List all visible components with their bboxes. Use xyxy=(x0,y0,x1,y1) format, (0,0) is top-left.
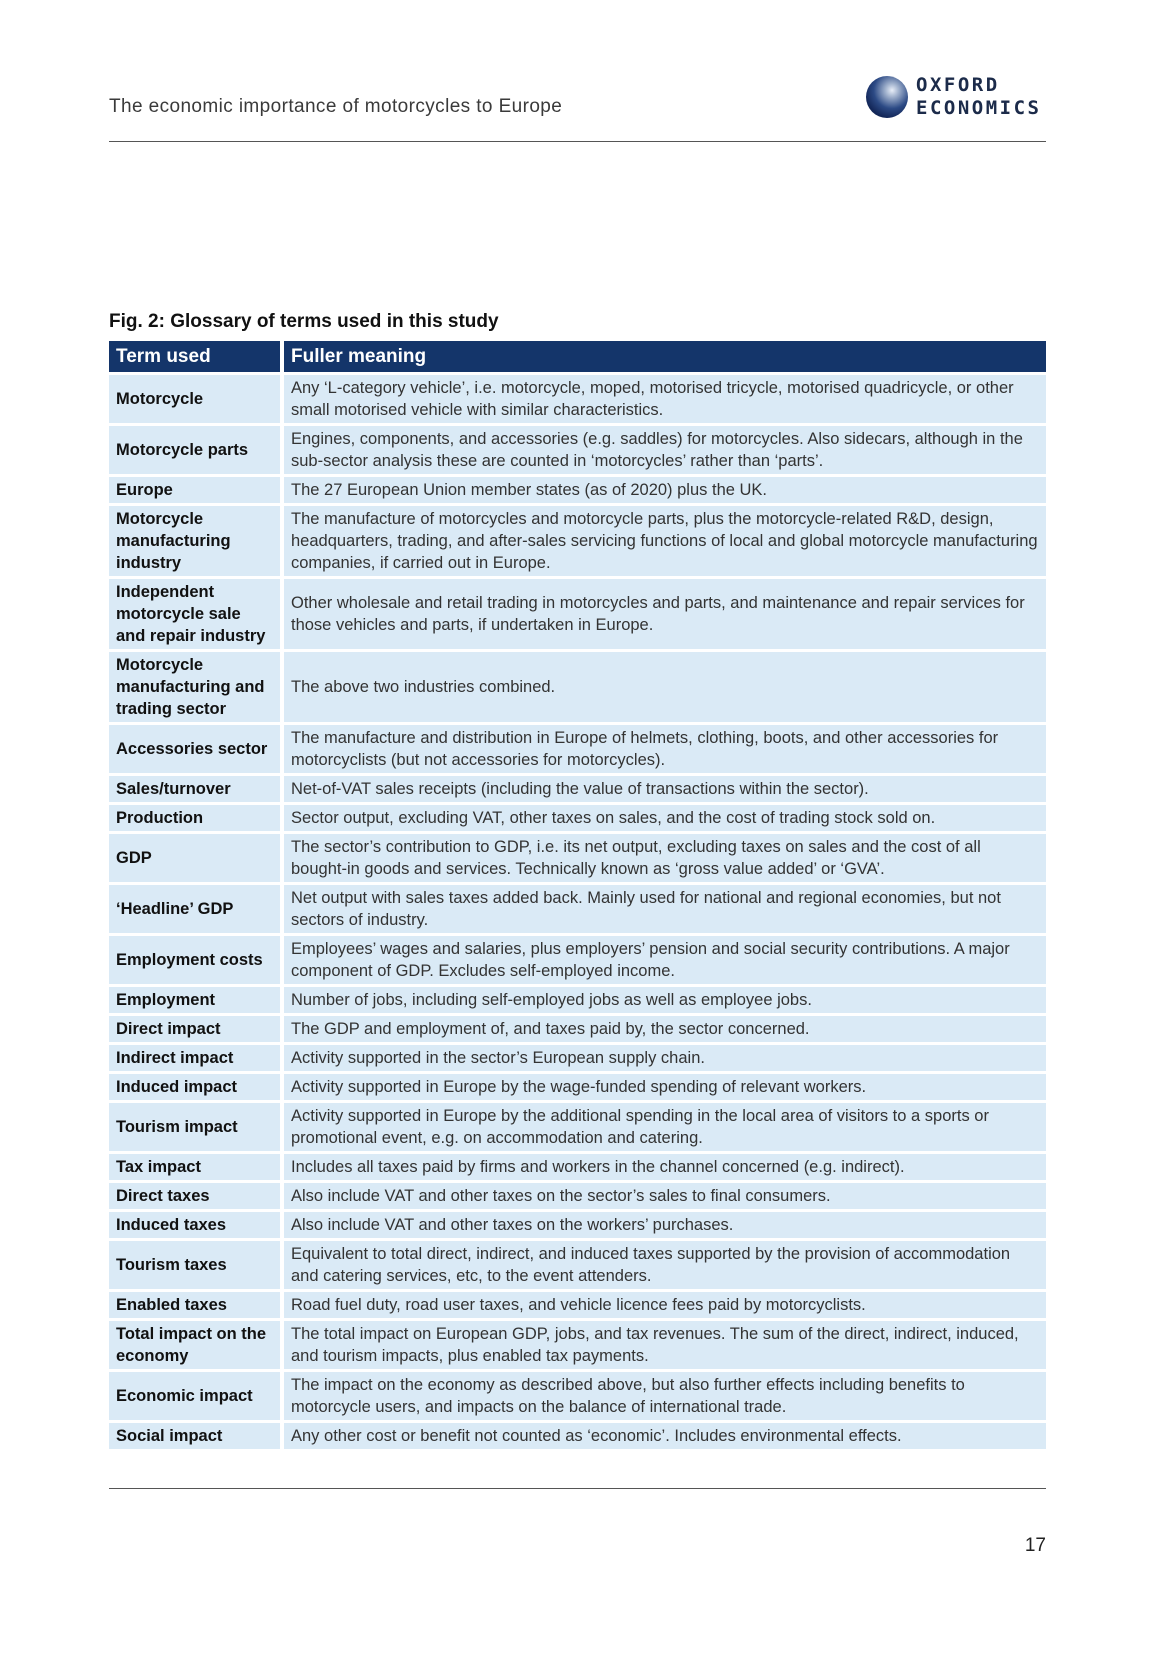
glossary-term: GDP xyxy=(109,834,284,882)
table-row xyxy=(109,805,1046,831)
glossary-term: Accessories sector xyxy=(109,725,284,773)
glossary-term: Motorcycle manufacturing and trading sector xyxy=(109,652,284,722)
globe-icon xyxy=(866,76,908,118)
logo-line-2: ECONOMICS xyxy=(916,97,1042,119)
glossary-term: Enabled taxes xyxy=(109,1292,284,1318)
glossary-meaning: Equivalent to total direct, indirect, and induced taxes supported by the provision of accommodation and catering services, etc, to the event attenders. xyxy=(284,1241,1046,1289)
footer-divider xyxy=(109,1488,1046,1489)
table-row xyxy=(109,1016,1046,1042)
glossary-term: Tourism impact xyxy=(109,1103,284,1151)
glossary-meaning: Also include VAT and other taxes on the sector’s sales to final consumers. xyxy=(284,1183,1046,1209)
glossary-meaning: Activity supported in the sector’s European supply chain. xyxy=(284,1045,1046,1071)
glossary-term: Direct taxes xyxy=(109,1183,284,1209)
glossary-term: Tourism taxes xyxy=(109,1241,284,1289)
glossary-term: Independent motorcycle sale and repair industry xyxy=(109,579,284,649)
glossary-meaning: Any other cost or benefit not counted as ‘economic’. Includes environmental effects. xyxy=(284,1423,1046,1449)
glossary-term: Employment costs xyxy=(109,936,284,984)
glossary-term: Sales/turnover xyxy=(109,776,284,802)
glossary-term: ‘Headline’ GDP xyxy=(109,885,284,933)
glossary-meaning: Number of jobs, including self-employed jobs as well as employee jobs. xyxy=(284,987,1046,1013)
glossary-term: Production xyxy=(109,805,284,831)
glossary-meaning: The manufacture of motorcycles and motorcycle parts, plus the motorcycle-related R&D, design, headquarters, trading, and after-sales servicing functions of local and global motorcycle manufacturing companies, if carried out in Europe. xyxy=(284,506,1046,576)
table-row xyxy=(109,477,1046,503)
table-row xyxy=(109,936,1046,984)
table-row xyxy=(109,1423,1046,1449)
table-row xyxy=(109,1292,1046,1318)
glossary-meaning: The manufacture and distribution in Europe of helmets, clothing, boots, and other accessories for motorcyclists (but not accessories for motorcycles). xyxy=(284,725,1046,773)
glossary-meaning: The sector’s contribution to GDP, i.e. its net output, excluding taxes on sales and the cost of all bought-in goods and services. Technically known as ‘gross value added’ or ‘GVA’. xyxy=(284,834,1046,882)
oxford-economics-logo xyxy=(866,74,1052,120)
glossary-meaning: Road fuel duty, road user taxes, and vehicle licence fees paid by motorcyclists. xyxy=(284,1292,1046,1318)
table-row xyxy=(109,375,1046,423)
table-row xyxy=(109,1045,1046,1071)
glossary-term: Motorcycle xyxy=(109,375,284,423)
page-number: 17 xyxy=(1024,1535,1046,1556)
glossary-meaning: Sector output, excluding VAT, other taxes on sales, and the cost of trading stock sold on. xyxy=(284,805,1046,831)
table-row xyxy=(109,579,1046,649)
glossary-term: Economic impact xyxy=(109,1372,284,1420)
table-row xyxy=(109,1241,1046,1289)
table-row xyxy=(109,987,1046,1013)
table-row xyxy=(109,885,1046,933)
figure-title: Fig. 2: Glossary of terms used in this study xyxy=(109,311,499,332)
table-header-row xyxy=(109,341,1046,372)
glossary-meaning: Activity supported in Europe by the additional spending in the local area of visitors to a sports or promotional event, e.g. on accommodation and catering. xyxy=(284,1103,1046,1151)
table-row xyxy=(109,776,1046,802)
glossary-meaning: The GDP and employment of, and taxes paid by, the sector concerned. xyxy=(284,1016,1046,1042)
table-row xyxy=(109,652,1046,722)
glossary-meaning: Net output with sales taxes added back. Mainly used for national and regional economies, but not sectors of industry. xyxy=(284,885,1046,933)
glossary-term: Induced taxes xyxy=(109,1212,284,1238)
glossary-body xyxy=(109,375,1046,1449)
table-row xyxy=(109,1183,1046,1209)
glossary-meaning: Net-of-VAT sales receipts (including the value of transactions within the sector). xyxy=(284,776,1046,802)
glossary-table xyxy=(109,338,1046,1452)
glossary-meaning: Activity supported in Europe by the wage-funded spending of relevant workers. xyxy=(284,1074,1046,1100)
glossary-term: Employment xyxy=(109,987,284,1013)
glossary-term: Tax impact xyxy=(109,1154,284,1180)
glossary-term: Total impact on the economy xyxy=(109,1321,284,1369)
glossary-term: Induced impact xyxy=(109,1074,284,1100)
glossary-term: Social impact xyxy=(109,1423,284,1449)
glossary-term: Motorcycle parts xyxy=(109,426,284,474)
glossary-meaning: Any ‘L-category vehicle’, i.e. motorcycle, moped, motorised tricycle, motorised quadricycle, or other small motorised vehicle with similar characteristics. xyxy=(284,375,1046,423)
column-header-meaning: Fuller meaning xyxy=(284,341,1046,372)
table-row xyxy=(109,1154,1046,1180)
header-divider xyxy=(109,141,1046,142)
table-row xyxy=(109,426,1046,474)
glossary-term: Indirect impact xyxy=(109,1045,284,1071)
glossary-term: Direct impact xyxy=(109,1016,284,1042)
glossary-meaning: Includes all taxes paid by firms and workers in the channel concerned (e.g. indirect). xyxy=(284,1154,1046,1180)
glossary-meaning: Also include VAT and other taxes on the workers’ purchases. xyxy=(284,1212,1046,1238)
logo-line-1: OXFORD xyxy=(916,74,1000,96)
glossary-meaning: The impact on the economy as described above, but also further effects including benefits to motorcycle users, and impacts on the balance of international trade. xyxy=(284,1372,1046,1420)
table-row xyxy=(109,506,1046,576)
column-header-term: Term used xyxy=(109,341,284,372)
glossary-term: Motorcycle manufacturing industry xyxy=(109,506,284,576)
table-row xyxy=(109,725,1046,773)
glossary-meaning: Engines, components, and accessories (e.g. saddles) for motorcycles. Also sidecars, although in the sub-sector analysis these are counted in ‘motorcycles’ rather than ‘parts’. xyxy=(284,426,1046,474)
glossary-meaning: The total impact on European GDP, jobs, and tax revenues. The sum of the direct, indirect, induced, and tourism impacts, plus enabled tax payments. xyxy=(284,1321,1046,1369)
logo-wordmark xyxy=(916,74,1041,120)
table-row xyxy=(109,1074,1046,1100)
glossary-meaning: Employees’ wages and salaries, plus employers’ pension and social security contributions. A major component of GDP. Excludes self-employed income. xyxy=(284,936,1046,984)
table-row xyxy=(109,834,1046,882)
table-row xyxy=(109,1212,1046,1238)
table-row xyxy=(109,1103,1046,1151)
glossary-meaning: Other wholesale and retail trading in motorcycles and parts, and maintenance and repair services for those vehicles and parts, if undertaken in Europe. xyxy=(284,579,1046,649)
glossary-meaning: The above two industries combined. xyxy=(284,652,1046,722)
table-row xyxy=(109,1321,1046,1369)
table-row xyxy=(109,1372,1046,1420)
glossary-meaning: The 27 European Union member states (as of 2020) plus the UK. xyxy=(284,477,1046,503)
glossary-term: Europe xyxy=(109,477,284,503)
document-header-title: The economic importance of motorcycles to Europe xyxy=(109,96,563,117)
